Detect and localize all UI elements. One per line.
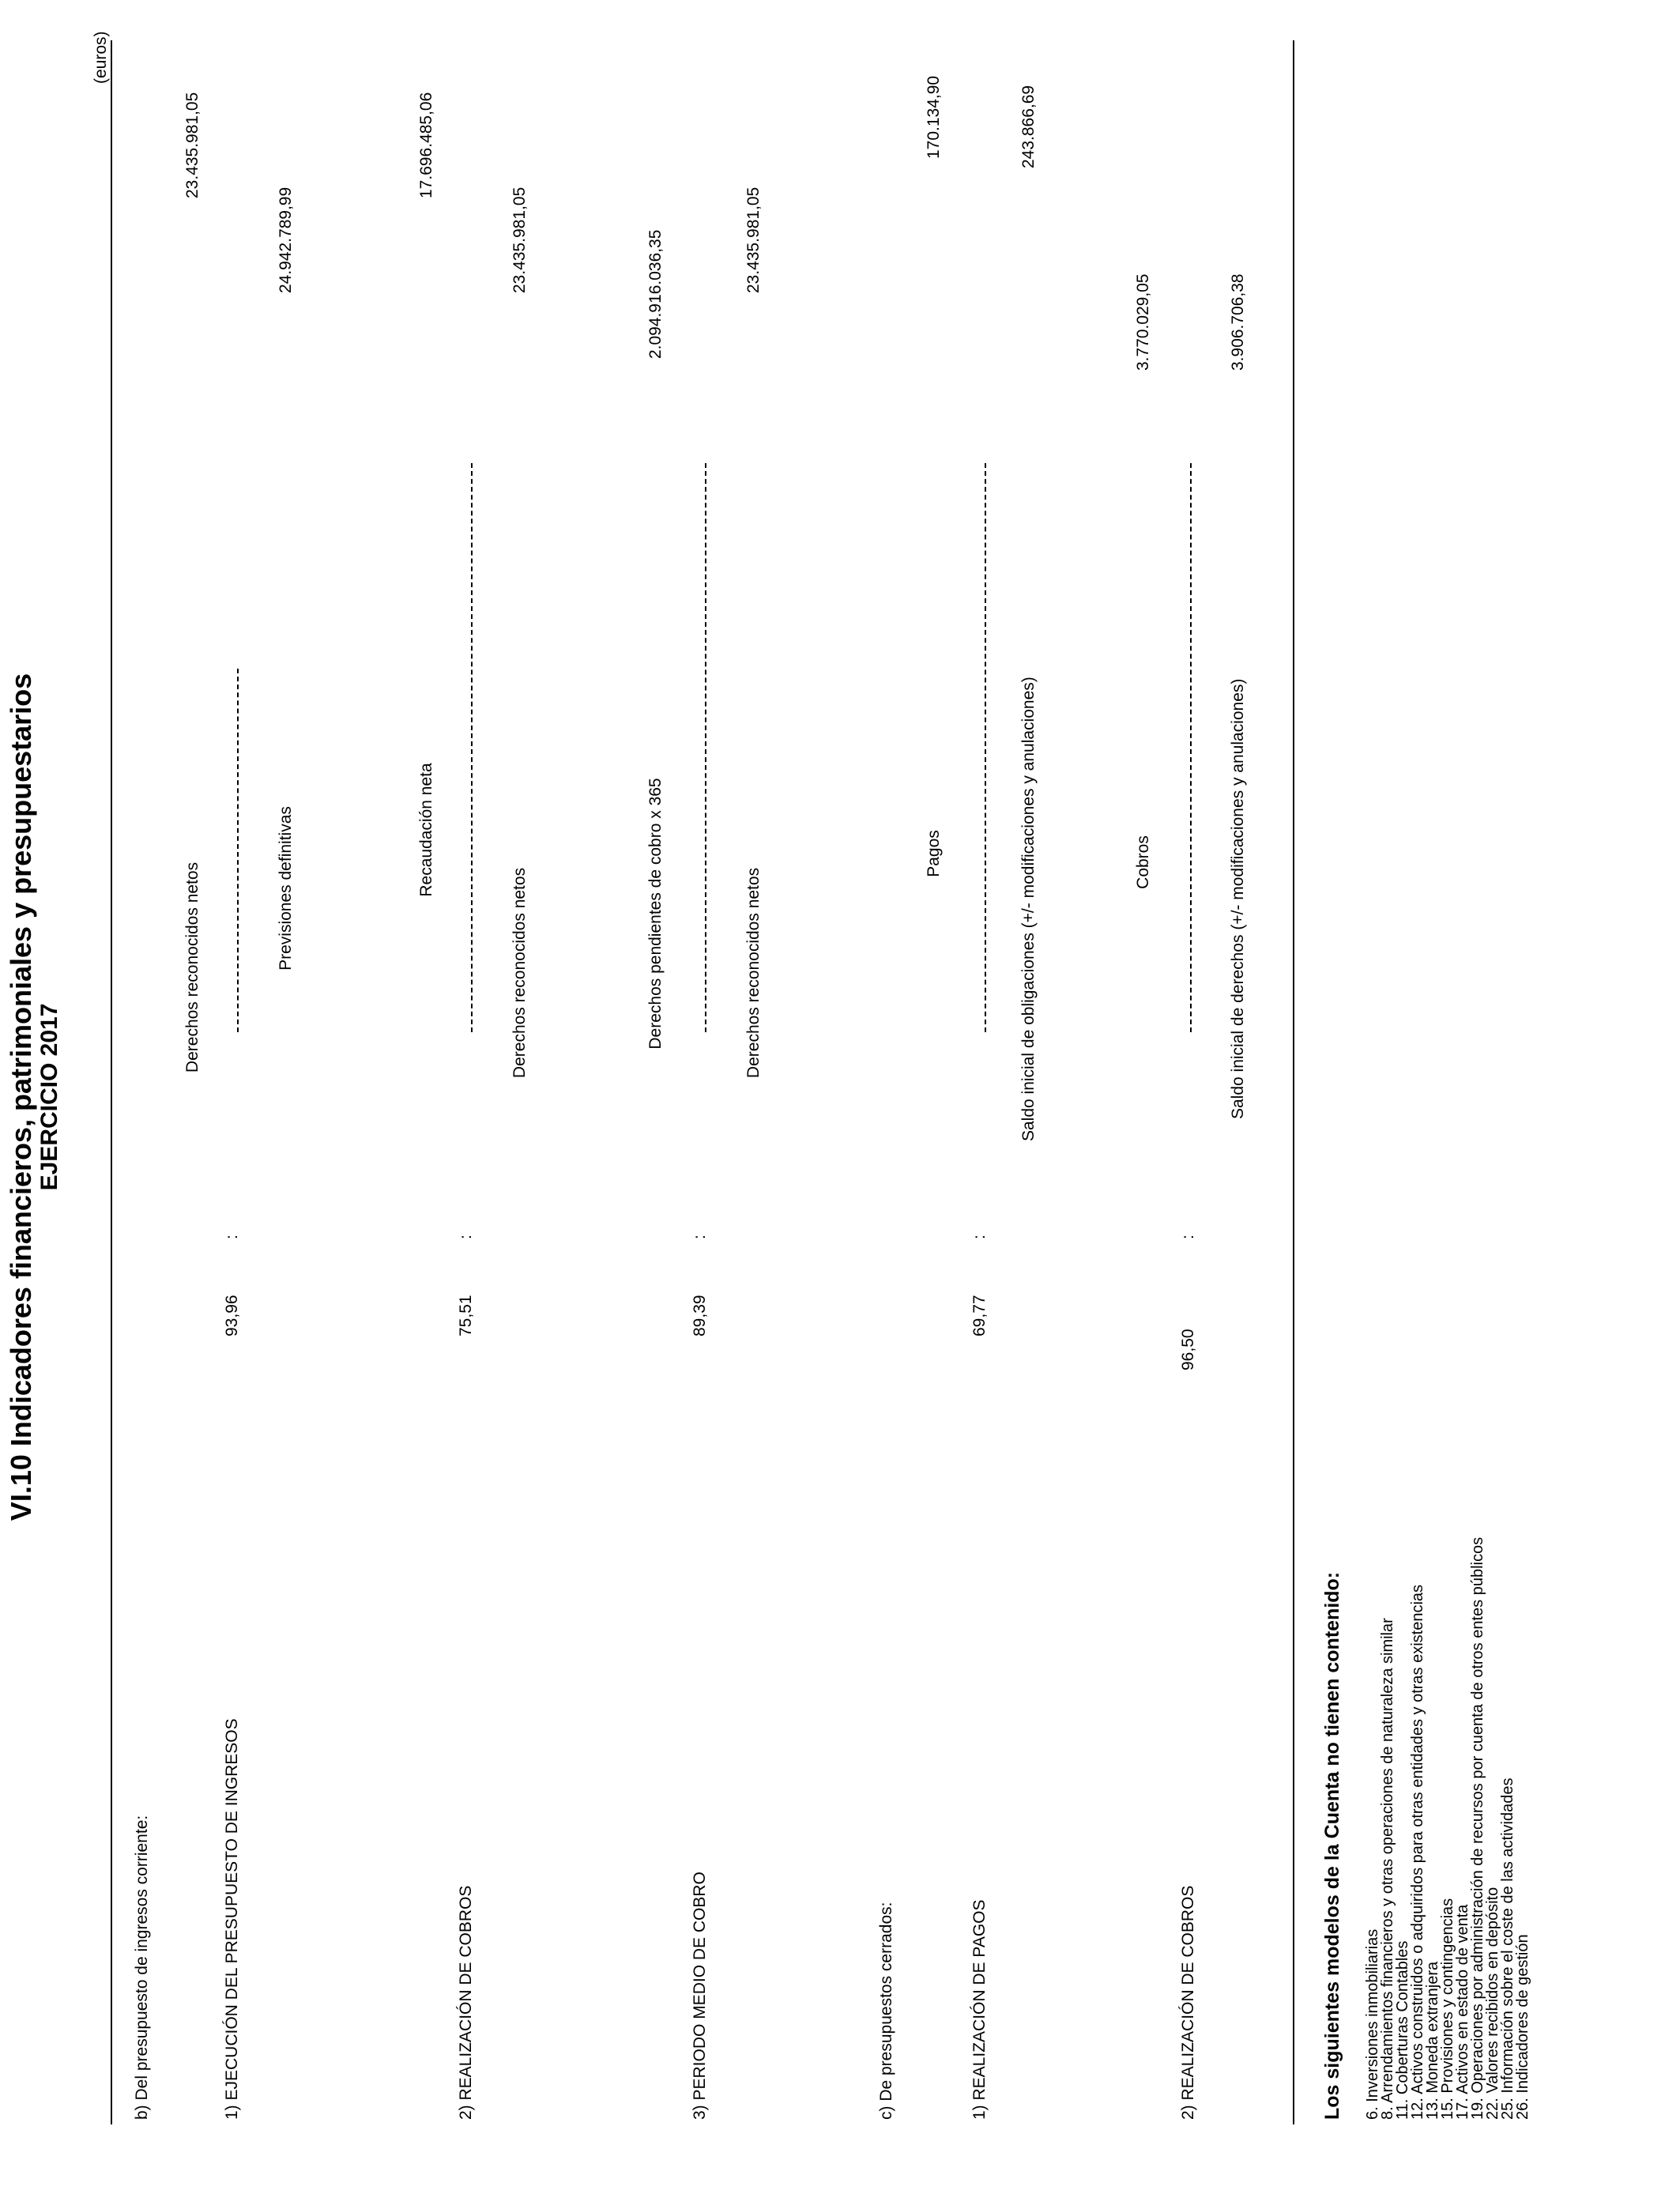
- footer-item: 15. Provisiones y contingencias: [1439, 1898, 1456, 2120]
- indicator-result: 89,39: [691, 1295, 709, 1336]
- indicator-label: 2) REALIZACIÓN DE COBROS: [457, 1885, 475, 2120]
- footer-item: 11. Coberturas Contables: [1394, 1940, 1411, 2120]
- denominator-label: Saldo inicial de derechos (+/- modificaciones y anulaciones): [1229, 678, 1247, 1119]
- fraction-line: [705, 463, 706, 1032]
- colon: :: [691, 1235, 709, 1239]
- section-c-heading: c) De presupuestos cerrados:: [877, 1902, 895, 2120]
- section-b-heading: b) Del presupuesto de ingresos corriente:: [133, 1815, 151, 2120]
- numerator-value: 17.696.485,06: [417, 92, 435, 198]
- footer-item: 6. Inversiones inmobiliarias: [1364, 1928, 1381, 2120]
- footer-list: [1365, 1537, 1531, 2120]
- footer-item: 12. Activos construidos o adquiridos para otras entidades y otras existencias: [1409, 1584, 1426, 2120]
- footer-item: 8. Arrendamientos financieros y otras operaciones de naturaleza similar: [1379, 1618, 1396, 2120]
- indicator-result: 93,96: [223, 1295, 241, 1336]
- footer-item: 26. Indicadores de gestión: [1514, 1934, 1531, 2120]
- page-subtitle: EJERCICIO 2017: [36, 1003, 62, 1191]
- indicator-result: 69,77: [970, 1295, 989, 1336]
- denominator-label: Previsiones definitivas: [277, 806, 295, 971]
- colon: :: [1179, 1235, 1197, 1239]
- footer-item: 17. Activos en estado de venta: [1454, 1904, 1471, 2120]
- denominator-value: 23.435.981,05: [744, 187, 763, 293]
- top-rule: [111, 40, 112, 2124]
- fraction-line: [237, 669, 239, 1032]
- unit-label: (euros): [92, 31, 110, 84]
- indicator-label: 3) PERIODO MEDIO DE COBRO: [691, 1872, 709, 2120]
- numerator-value: 170.134,90: [925, 75, 943, 159]
- denominator-label: Derechos reconocidos netos: [510, 867, 529, 1079]
- numerator-label: Pagos: [925, 830, 943, 877]
- numerator-value: 2.094.916.036,35: [646, 229, 665, 359]
- indicator-label: 1) EJECUCIÓN DEL PRESUPUESTO DE INGRESOS: [223, 1718, 241, 2120]
- colon: :: [457, 1235, 475, 1239]
- footer-item: 25. Información sobre el coste de las actividades: [1499, 1777, 1516, 2120]
- numerator-value: 3.770.029,05: [1134, 273, 1152, 371]
- bottom-rule: [1293, 40, 1294, 2124]
- denominator-value: 24.942.789,99: [277, 187, 295, 293]
- denominator-label: Saldo inicial de obligaciones (+/- modificaciones y anulaciones): [1019, 677, 1038, 1141]
- numerator-label: Cobros: [1134, 835, 1152, 889]
- denominator-value: 3.906.706,38: [1229, 273, 1247, 371]
- fraction-line: [1190, 463, 1192, 1032]
- footer-title: Los siguientes modelos de la Cuenta no tienen contenido:: [1321, 1571, 1343, 2120]
- footer-item: 22. Valores recibidos en depósito: [1484, 1887, 1501, 2120]
- indicator-label: 1) REALIZACIÓN DE PAGOS: [970, 1899, 989, 2120]
- colon: :: [970, 1235, 989, 1239]
- denominator-value: 23.435.981,05: [510, 187, 529, 293]
- colon: :: [223, 1235, 241, 1239]
- page-title: VI.10 Indicadores financieros, patrimoniales y presupuestarios: [5, 673, 37, 1521]
- numerator-label: Recaudación neta: [417, 763, 435, 897]
- footer-item: 13. Moneda extranjera: [1424, 1961, 1441, 2120]
- indicator-label: 2) REALIZACIÓN DE COBROS: [1179, 1885, 1197, 2120]
- numerator-label: Derechos pendientes de cobro x 365: [646, 778, 665, 1050]
- denominator-value: 243.866,69: [1019, 85, 1038, 168]
- fraction-line: [985, 463, 986, 1032]
- indicator-result: 96,50: [1179, 1329, 1197, 1370]
- denominator-label: Derechos reconocidos netos: [744, 867, 763, 1079]
- footer-item: 19. Operaciones por administración de recursos por cuenta de otros entes públicos: [1469, 1536, 1486, 2120]
- numerator-value: 23.435.981,05: [183, 92, 202, 198]
- numerator-label: Derechos reconocidos netos: [183, 861, 202, 1073]
- fraction-line: [471, 463, 473, 1032]
- indicator-result: 75,51: [457, 1295, 475, 1336]
